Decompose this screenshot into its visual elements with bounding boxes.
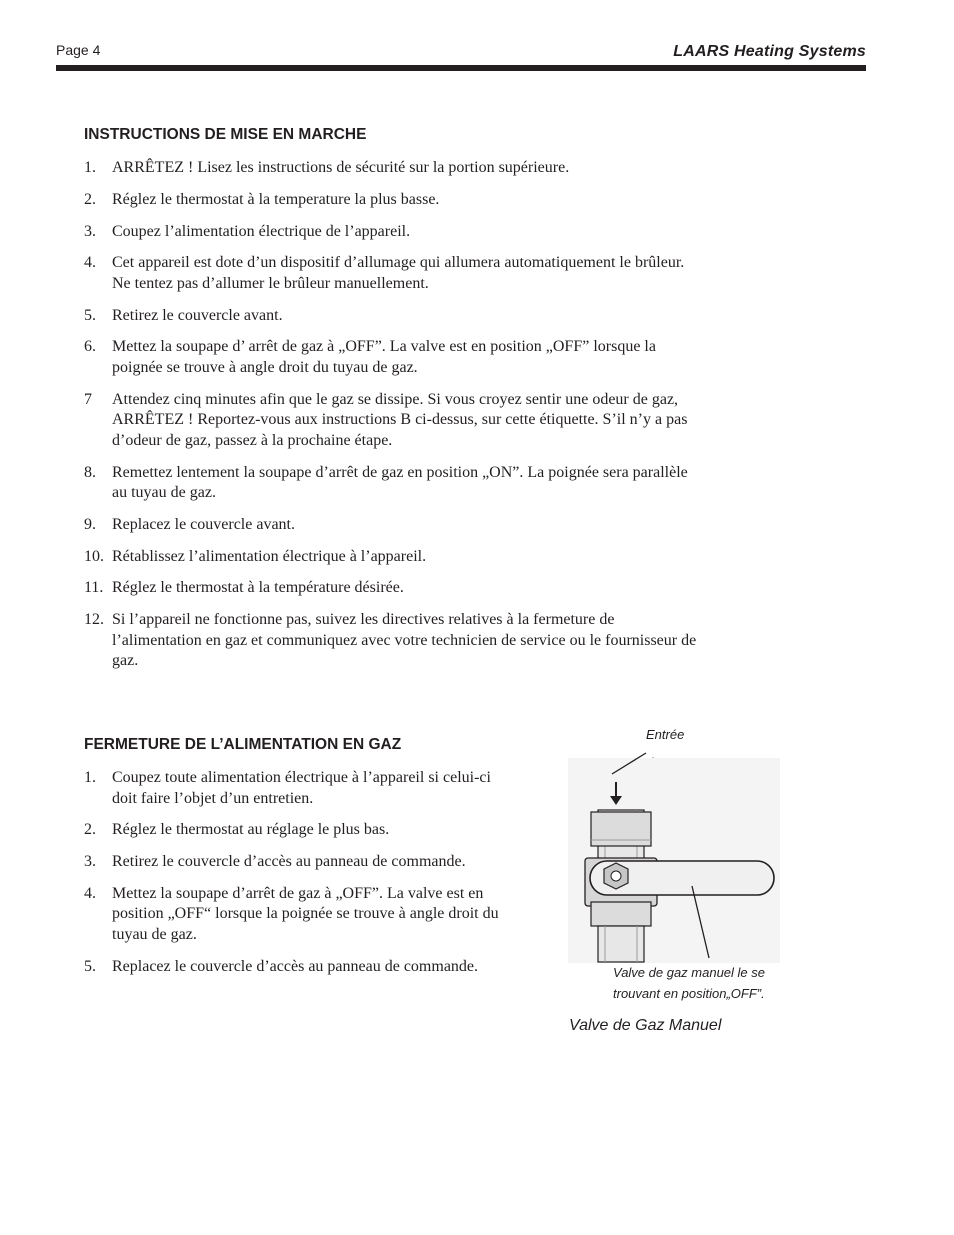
step-text: Replacez le couvercle avant. — [112, 515, 295, 533]
step-text: Replacez le couvercle d’accès au panneau de commande. — [112, 957, 479, 975]
step-text: Réglez le thermostat à la température désirée. — [112, 579, 404, 597]
step-number: 5. — [84, 957, 96, 975]
list-item — [84, 253, 704, 294]
step-text: Cet appareil est dote d’un dispositif d’allumage qui allumera automatiquement le brûleur. Ne tentez pas d’allumer le brûleur manuellement. — [112, 254, 685, 292]
section-heading-startup: INSTRUCTIONS DE MISE EN MARCHE — [84, 126, 367, 143]
list-item — [84, 190, 704, 211]
step-text: Mettez la soupape d’ arrêt de gaz à „OFF”. La valve est en position „OFF” lorsque la poignée se trouve à angle droit du tuyau de gaz. — [112, 338, 656, 376]
page-number: Page 4 — [56, 42, 101, 58]
step-text: Mettez la soupape d’arrêt de gaz à „OFF”. La valve est en position „OFF“ lorsque la poignée se trouve à angle droit du tuyau de gaz. — [112, 884, 499, 943]
stem-cap — [611, 871, 621, 881]
lower-nut — [591, 902, 651, 926]
list-item — [84, 610, 704, 672]
valve-label-line1: Valve de gaz manuel le se — [613, 965, 766, 980]
step-text: ARRÊTEZ ! Lisez les instructions de sécurité sur la portion supérieure. — [112, 159, 570, 176]
list-item — [84, 463, 704, 504]
step-text: Coupez toute alimentation électrique à l’appareil si celui-ci doit faire l’objet d’un entretien. — [112, 769, 491, 807]
step-text: Retirez le couvercle d’accès au panneau de commande. — [112, 853, 466, 871]
step-text: Attendez cinq minutes afin que le gaz se dissipe. Si vous croyez sentir une odeur de gaz, ARRÊTEZ ! Reportez-vous aux instructions B ci-dessus, sur cette étiquette. S’il n’y a pas d’odeur de gaz, passez à la prochaine étape. — [112, 390, 688, 449]
list-item — [84, 222, 704, 243]
list-item — [84, 852, 516, 873]
step-number: 5. — [84, 306, 96, 324]
section-heading-shutoff: FERMETURE DE L’ALIMENTATION EN GAZ — [84, 736, 402, 753]
step-number: 12. — [84, 611, 104, 629]
inlet-label-line1: Entrée — [646, 727, 685, 742]
step-text: Rétablissez l’alimentation électrique à l’appareil. — [112, 547, 427, 565]
list-item — [84, 957, 516, 978]
list-item — [84, 515, 704, 536]
upper-nut — [591, 812, 651, 846]
step-number: 10. — [84, 547, 104, 565]
list-item — [84, 306, 704, 327]
list-item — [84, 390, 704, 452]
step-number: 2. — [84, 821, 96, 839]
startup-steps-list — [84, 158, 704, 683]
step-text: Retirez le couvercle avant. — [112, 306, 283, 324]
list-item — [84, 547, 704, 568]
step-number: 1. — [84, 159, 96, 176]
step-text: Si l’appareil ne fonctionne pas, suivez les directives relatives à la fermeture de l’alimentation en gaz et communiquez avec votre technicien de service ou le fournisseur de gaz. — [112, 611, 697, 670]
valve-label — [613, 962, 765, 1004]
step-number: 7 — [84, 390, 92, 408]
step-number: 8. — [84, 463, 96, 481]
brand-title: LAARS Heating Systems — [673, 43, 866, 60]
step-text: Coupez l’alimentation électrique de l’appareil. — [112, 222, 411, 240]
step-number: 1. — [84, 769, 96, 786]
step-text: Réglez le thermostat au réglage le plus bas. — [112, 821, 390, 839]
step-number: 3. — [84, 853, 96, 871]
step-text: Réglez le thermostat à la temperature la plus basse. — [112, 190, 440, 208]
valve-illustration — [560, 750, 785, 965]
step-number: 9. — [84, 515, 96, 533]
valve-label-line2: trouvant en position„OFF”. — [613, 986, 765, 1001]
step-number: 4. — [84, 254, 96, 272]
step-number: 3. — [84, 222, 96, 240]
list-item — [84, 158, 704, 179]
list-item — [84, 768, 516, 809]
step-number: 6. — [84, 338, 96, 356]
list-item — [84, 337, 704, 378]
list-item — [84, 820, 516, 841]
list-item — [84, 884, 516, 946]
step-number: 4. — [84, 884, 96, 902]
step-number: 2. — [84, 190, 96, 208]
figure-caption: Valve de Gaz Manuel — [569, 1017, 722, 1034]
shutoff-steps-list — [84, 768, 516, 988]
header-rule — [56, 65, 866, 71]
step-text: Remettez lentement la soupape d’arrêt de gaz en position „ON”. La poignée sera parallèle au tuyau de gaz. — [112, 463, 688, 502]
list-item — [84, 578, 704, 599]
step-number: 11. — [84, 579, 104, 597]
